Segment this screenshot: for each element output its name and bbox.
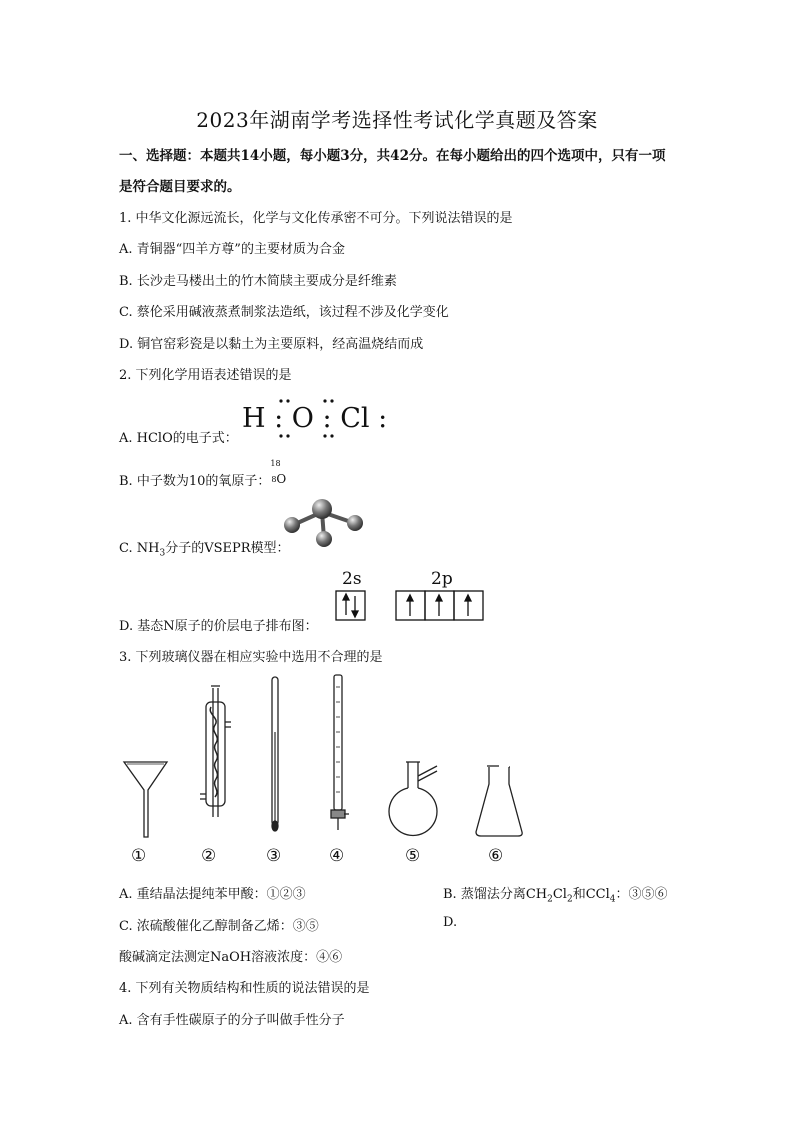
hclo-electron-formula — [240, 394, 388, 446]
q3-option-a: A. 重结晶法提纯苯甲酸：①②③ — [119, 887, 306, 902]
q1-option-b: B. 长沙走马楼出土的竹木简牍主要成分是纤维素 — [119, 274, 397, 289]
hclo-formula-text: H : O : Cl : — [242, 403, 388, 434]
apparatus-label-1: ① — [131, 846, 147, 866]
apparatus-label-6: ⑥ — [488, 846, 504, 866]
q3-option-d-content: 酸碱滴定法测定NaOH溶液浓度：④⑥ — [119, 950, 343, 965]
apparatus-label-3: ③ — [266, 846, 282, 866]
q3-option-b-sub2: 2 — [566, 894, 573, 905]
q3-option-b-text3: 和CCl — [572, 887, 610, 902]
funnel-apparatus — [124, 762, 167, 837]
q1-stem: 1. 中华文化源远流长，化学与文化传承密不可分。下列说法错误的是 — [119, 211, 513, 226]
q3-option-b-text4: ：③⑤⑥ — [615, 887, 668, 902]
q1-option-c: C. 蔡伦采用碱液蒸煮制浆法造纸，该过程不涉及化学变化 — [119, 305, 449, 320]
q2-option-c-text: C. NH — [119, 541, 160, 556]
q4-stem: 4. 下列有关物质结构和性质的说法错误的是 — [119, 981, 370, 996]
q2-option-a: A. HClO的电子式： — [119, 431, 238, 446]
section-heading-line1: 一、选择题：本题共14小题，每小题3分，共42分。在每小题给出的四个选项中，只有一项 — [119, 148, 666, 164]
nh3-vsepr-model — [280, 495, 368, 555]
q3-stem: 3. 下列玻璃仪器在相应实验中选用不合理的是 — [119, 650, 383, 665]
section-heading-line2: 是符合题目要求的。 — [119, 179, 241, 195]
apparatus-label-2: ② — [201, 846, 217, 866]
q3-option-b-sub3: 4 — [609, 894, 616, 905]
q3-option-b-text2: Cl — [552, 887, 567, 902]
q1-option-a: A. 青铜器“四羊方尊”的主要材质为合金 — [119, 242, 345, 257]
orbital-2s-label: 2s — [342, 569, 362, 589]
q2-option-b — [119, 459, 287, 491]
oxygen-isotope-symbol — [270, 459, 287, 491]
q3-option-b-text: B. 蒸馏法分离CH — [443, 887, 548, 902]
q3-option-b — [443, 883, 668, 905]
q3-option-b-sub1: 2 — [547, 894, 553, 905]
burette-apparatus — [331, 675, 349, 830]
q3-option-d: D. — [443, 915, 458, 930]
glassware-figure — [115, 672, 535, 848]
isotope-atomic-number: 8 — [271, 475, 277, 484]
q2-option-c-sub: 3 — [159, 548, 166, 559]
q2-stem: 2. 下列化学用语表述错误的是 — [119, 368, 292, 383]
isotope-element: O — [276, 472, 287, 486]
orbital-2p-label: 2p — [431, 569, 453, 589]
n-orbital-diagram — [330, 567, 495, 627]
q2-option-c — [119, 537, 290, 559]
q2-option-c-text-2: 分子的VSEPR模型： — [165, 541, 290, 556]
q2-option-d: D. 基态N原子的价层电子排布图： — [119, 619, 318, 634]
q4-option-a: A. 含有手性碳原子的分子叫做手性分子 — [119, 1013, 345, 1028]
apparatus-label-4: ④ — [329, 846, 345, 866]
q1-option-d: D. 铜官窑彩瓷是以黏土为主要原料，经高温烧结而成 — [119, 337, 424, 352]
conical-flask-apparatus — [476, 766, 522, 836]
distillation-flask-apparatus — [389, 762, 437, 835]
thermometer-apparatus — [272, 677, 278, 831]
page-title: 2023年湖南学考选择性考试化学真题及答案 — [196, 108, 598, 132]
q3-option-c: C. 浓硫酸催化乙醇制备乙烯：③⑤ — [119, 919, 319, 934]
condenser-apparatus — [200, 686, 231, 817]
q2-option-b-text: B. 中子数为10的氧原子： — [119, 474, 271, 489]
apparatus-label-5: ⑤ — [405, 846, 421, 866]
isotope-mass-number: 18 — [270, 459, 281, 468]
